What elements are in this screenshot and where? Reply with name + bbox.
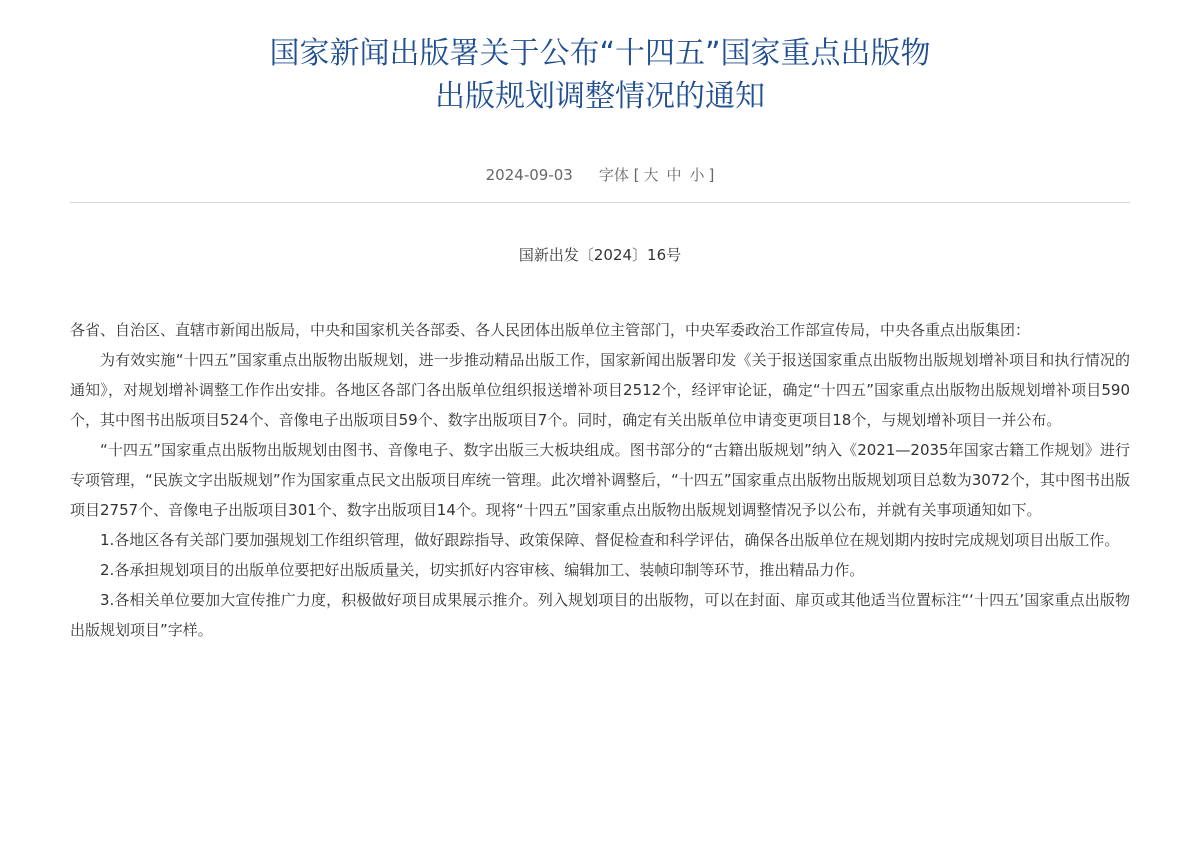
page-title [70,0,1130,118]
paragraph: 3.各相关单位要加大宣传推广力度，积极做好项目成果展示推介。列入规划项目的出版物，可以在封面、扉页或其他适当位置标注“‘十四五’国家重点出版物出版规划项目”字样。 [70,591,1130,639]
title-line-1: 国家新闻出版署关于公布“十四五”国家重点出版物 [269,36,931,71]
font-size-bracket-close: ] [708,166,715,184]
title-line-2: 出版规划调整情况的通知 [435,79,765,114]
article-meta [70,163,1130,187]
paragraph: 为有效实施“十四五”国家重点出版物出版规划，进一步推动精品出版工作，国家新闻出版署印发《关于报送国家重点出版物出版规划增补项目和执行情况的通知》，对规划增补调整工作作出安排。各地区各部门各出版单位组织报送增补项目2512个，经评审论证，确定“十四五”国家重点出版物出版规划增补项目590个，其中图书出版项目524个、音像电子出版项目59个、数字出版项目7个。同时，确定有关出版单位申请变更项目18个，与规划增补项目一并公布。 [70,351,1130,429]
divider [70,202,1130,203]
font-size-medium-link[interactable]: 中 [666,166,682,184]
paragraph: 2.各承担规划项目的出版单位要把好出版质量关，切实抓好内容审核、编辑加工、装帧印制等环节，推出精品力作。 [100,561,865,579]
article [70,0,1130,645]
paragraph: 1.各地区各有关部门要加强规划工作组织管理，做好跟踪指导、政策保障、督促检查和科学评估，确保各出版单位在规划期内按时完成规划项目出版工作。 [100,531,1120,549]
document-number: 国新出发〔2024〕16号 [518,246,682,264]
font-size-label: 字体 [ [598,166,640,184]
font-size-large-link[interactable]: 大 [643,166,659,184]
font-size-small-link[interactable]: 小 [689,166,705,184]
addressee: 各省、自治区、直辖市新闻出版局，中央和国家机关各部委、各人民团体出版单位主管部门，中央军委政治工作部宣传局，中央各重点出版集团： [70,321,1031,339]
publish-date: 2024-09-03 [485,166,573,184]
article-body [70,315,1130,645]
paragraph: “十四五”国家重点出版物出版规划由图书、音像电子、数字出版三大板块组成。图书部分的“古籍出版规划”纳入《2021—2035年国家古籍工作规划》进行专项管理，“民族文字出版规划”作为国家重点民文出版项目库统一管理。此次增补调整后，“十四五”国家重点出版物出版规划项目总数为3072个，其中图书出版项目2757个、音像电子出版项目301个、数字出版项目14个。现将“十四五”国家重点出版物出版规划调整情况予以公布，并就有关事项通知如下。 [70,441,1130,519]
